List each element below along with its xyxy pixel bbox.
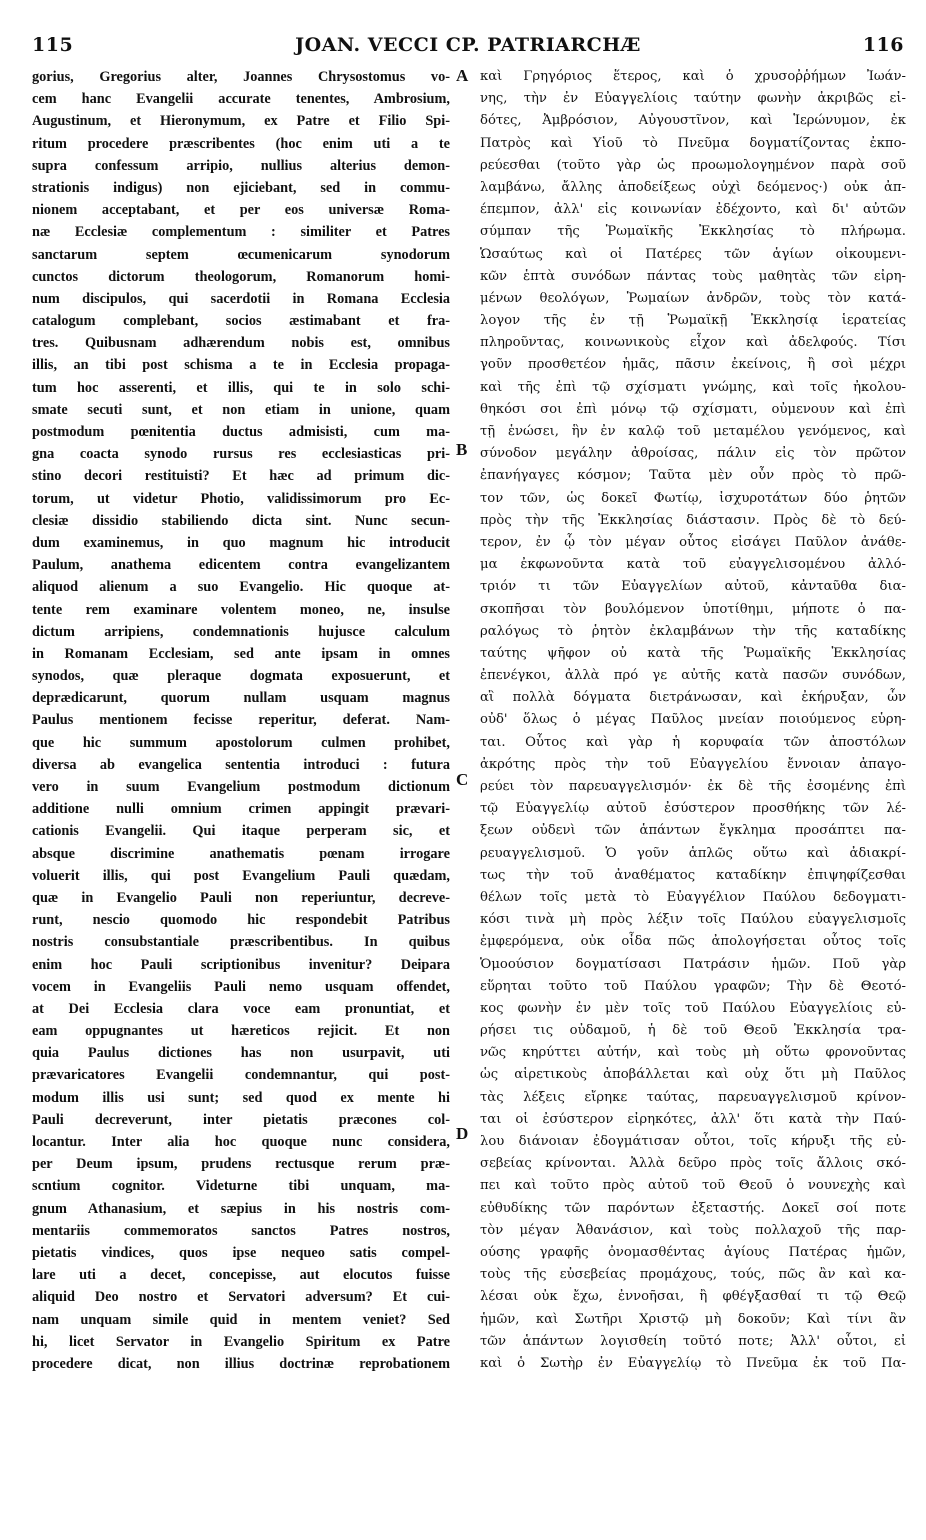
greek-text-line: γοῦν προσθετέον ἡμᾶς, πᾶσιν ἐκείνοις, ἢ σοὶ μέχρι — [480, 357, 906, 373]
latin-text-line: mentariis commemoratos sanctos Patres nostros, — [32, 1222, 450, 1239]
page-number-right: 116 — [862, 34, 904, 56]
latin-text-line: voluerit illis, qui post Evangelium Pauli quædam, — [32, 867, 450, 884]
latin-text-line: ritum procedere præscribentes (hoc enim uti a te — [32, 135, 450, 152]
latin-text-line: gna coacta synodo rursus res ecclesiasticas pri- — [32, 446, 450, 463]
greek-text-line: τῇ ἑνώσει, ἣν ἐν καλῷ τοῦ μεταμέλου γενόμενος, καὶ — [480, 424, 906, 439]
greek-text-line: ἡμῶν, καὶ Σωτῆρι Χριστῷ μὴ δοκοῦν; Καὶ τίνι ἂν — [480, 1311, 906, 1327]
greek-text-line: Πατρὸς καὶ Υἱοῦ τὸ Πνεῦμα δογματίζοντας ἐκπο- — [480, 135, 906, 151]
latin-text-line: tres. Quibusnam adhærendum nobis est, omnibus — [32, 335, 450, 352]
latin-text-line: eam oppugnantes ut hæreticos rejicit. Et non — [32, 1023, 450, 1040]
running-header — [32, 34, 904, 64]
greek-text-line: θηκόσι σοι ἐπὶ μόνῳ τῷ σχίσματι, οὐμενουν καὶ ἐπὶ — [480, 401, 906, 417]
greek-text-line: πρὸς τὴν τῆς Ἐκκλησίας διάστασιν. Πρὸς δὲ τὸ δεύ- — [480, 512, 906, 528]
greek-text-line: καὶ Γρηγόριος ἕτερος, καὶ ὁ χρυσοῤῥήμων Ἰωάν- — [480, 69, 906, 84]
latin-column — [32, 66, 450, 1375]
greek-text-line: μα ἐκφωνοῦντα κατὰ τοῦ εὐαγγελισομένου ἀλλό- — [480, 557, 906, 573]
latin-text-line: per Deum ipsum, prudens rectusque rerum præ- — [32, 1156, 450, 1173]
latin-text-line: in Romanam Ecclesiam, sed ante ipsam in omnes — [32, 645, 450, 662]
greek-text-line: ραλόγως τὸ ῥητὸν ἐκλαμβάνων τὴν τῆς καταδίκης — [480, 623, 906, 639]
latin-text-line: at Dei Ecclesia clara voce eam pronuntiat, et — [32, 1000, 450, 1017]
latin-text-line: absque discrimine anathematis pœnam irrogare — [32, 845, 450, 862]
greek-text-line: ρεύεσθαι (τοῦτο γὰρ ὡς προωμολογημένον παρὰ σοῦ — [480, 157, 906, 173]
latin-text-line: tum hoc asserenti, et illis, qui te in solo schi- — [32, 379, 450, 396]
greek-text-line: τοὺς τῆς εὐσεβείας προμάχους, τούς, πῶς ἂν καὶ κα- — [480, 1267, 906, 1283]
greek-text-line: ἀκρότης πρὸς τὴν τοῦ Εὐαγγελίου ἔννοιαν ἀπαγο- — [480, 756, 906, 772]
latin-text-line: catalogum complebant, socios æstimabant et fra- — [32, 313, 450, 330]
latin-text-line: vero in suum Evangelium postmodum dictionum — [32, 779, 450, 795]
greek-text-line: νης, τὴν ἐν Εὐαγγελίοις ταύτην φωνὴν ἀκριβῶς εἰ- — [480, 91, 906, 107]
greek-text-line: πληροῦντας, κοινωνικοὺς εἶχον καὶ ἀδελφούς. Τίσι — [480, 335, 906, 351]
latin-text-line: procedere dicat, non illius doctrinæ reprobationem — [32, 1355, 450, 1372]
latin-text-line: postmodum pœnitentia ductus admisisti, cum ma- — [32, 424, 450, 440]
latin-text-line: aliquid Deo nostro et Servatori adversum? Et cui- — [32, 1289, 450, 1306]
greek-text-line: ρεύει τὸν παρευαγγελισμόν· ἐκ δὲ τῆς ἐσομένης ἐπὶ — [480, 779, 906, 794]
margin-marker-b: B — [456, 440, 468, 459]
latin-text-line: cunctos dictorum theologorum, Romanorum homi- — [32, 268, 450, 285]
latin-text-line: gorius, Gregorius alter, Joannes Chrysostomus vo- — [32, 69, 450, 85]
greek-text-line: έπεμπον, ἀλλ' εἰς κοινωνίαν ἐδέχοντο, καὶ δι' αὐτῶν — [480, 202, 906, 218]
greek-text-line: τὰς λέξεις εἴρηκε ταύτας, παρευαγγελισμοῦ κρίνον- — [480, 1089, 906, 1105]
latin-text-line: dum examinemus, in quo magnum hic introducit — [32, 534, 450, 551]
greek-text-line: λου διάνοιαν ἐδογμάτισαν οὗτοι, τοῖς κήρυξι τῆς εὐ- — [480, 1134, 906, 1149]
greek-text-line: καὶ ὁ Σωτὴρ ἐν Εὐαγγελίῳ τὸ Πνεῦμα ἐκ τοῦ Πα- — [480, 1355, 906, 1371]
latin-text-line: cem hanc Evangelii accurate tenentes, Ambrosium, — [32, 91, 450, 108]
latin-text-line: vocem in Evangeliis Pauli nemo usquam offendet, — [32, 978, 450, 995]
latin-text-line: supra confessum arripio, nullius alterius demon- — [32, 157, 450, 174]
latin-text-line: nostris consubstantiale præscribentibus. In quibus — [32, 934, 450, 951]
latin-text-line: tente rem examinare volentem moneo, ne, insulse — [32, 601, 450, 618]
latin-text-line: enim hoc Pauli scriptionibus invenitur? Deipara — [32, 956, 450, 973]
greek-text-line: λογον τῆς ἐν τῇ Ῥωμαϊκῇ Ἐκκλησίᾳ ἱερατείας — [480, 313, 906, 329]
latin-text-line: synodos, quæ pleraque dogmata exposuerunt, et — [32, 668, 450, 685]
greek-text-line: ται. Οὗτος καὶ γὰρ ἡ κορυφαία τῶν ἀποστόλων — [480, 734, 906, 750]
latin-text-line: Pauli decreverunt, inter pietatis præcones col- — [32, 1111, 450, 1128]
latin-text-line: torum, ut videtur Photio, validissimorum pro Ec- — [32, 490, 450, 507]
latin-text-line: num discipulos, qui sacerdotii in Romana Ecclesia — [32, 290, 450, 307]
greek-text-line: ἐπανήγαγες κόσμον; Ταῦτα μὲν οὖν πρὸς τὸ πρῶ- — [480, 468, 906, 484]
greek-text-line: ρευαγγελισμοῦ. Ὁ γοῦν ἁπλῶς οὕτω καὶ ἀδιακρί- — [480, 845, 906, 861]
latin-text-line: næ Ecclesiæ complementum : similiter et Patres — [32, 224, 450, 241]
greek-text-line: κῶν ἑπτὰ συνόδων πάντας τοὺς μαθητὰς τῶν εἰρη- — [480, 268, 906, 284]
latin-text-line: quia Paulus dictiones has non usurpavit, uti — [32, 1045, 450, 1062]
latin-text-line: Augustinum, et Hieronymum, ex Patre et Filio Spi- — [32, 113, 450, 130]
latin-text-line: cationis Evangelii. Qui itaque perperam sic, et — [32, 823, 450, 840]
greek-text-line: σύμπαν τῆς Ῥωμαϊκῆς Ἐκκλησίας τὸ πλήρωμα. — [480, 224, 906, 240]
latin-text-line: Paulum, anathema edicentem contra evangelizantem — [32, 557, 450, 574]
greek-text-line: αἳ πολλὰ δόγματα διετράνωσαν, καὶ ἐκήρυξαν, ὧν — [480, 690, 906, 706]
greek-text-line: σκοπῆσαι τὸν βουλόμενον ὑποτίθημι, μήποτε ὁ πα- — [480, 601, 906, 617]
greek-text-line: τῷ Εὐαγγελίῳ αὐτοῦ ἐσύστερον προσθήκης τῶν λέ- — [480, 801, 906, 817]
greek-text-line: ἐμφερόμενα, οὐκ οἶδα πῶς ἀπολογήσεται οὗτος τοῖς — [480, 934, 906, 950]
greek-text-line: λαμβάνω, ἄλλης ἀποδείξεως οὐχὶ δεόμενος·) οὐκ ἀπ- — [480, 179, 906, 195]
page-number-left: 115 — [32, 34, 74, 56]
greek-text-line: εὕρηται τοῦτο τοῦ Παύλου γραφῶν; Τὴν δὲ Θεοτό- — [480, 978, 906, 994]
greek-text-line: δότες, Ἀμβρόσιον, Αὐγουστῖνον, καὶ Ἱερώνυμον, ἐκ — [480, 113, 906, 129]
latin-text-line: que hic summum apostolorum culmen prohibet, — [32, 734, 450, 751]
greek-text-line: οὐδ' ὅλως ὁ μέγας Παῦλος μνείαν ποιούμενος εὑρη- — [480, 712, 906, 728]
greek-text-line: σεβείας κρίνονται. Ἀλλὰ δεῦρο πρὸς τοῖς ἄλλοις σκό- — [480, 1156, 906, 1172]
margin-marker-c: C — [456, 770, 469, 789]
greek-text-line: ὡς αἱρετικοὺς ἀποβάλλεται καὶ οὐχ ὅτι μὴ Παῦλος — [480, 1067, 906, 1083]
latin-text-line: illis, an tibi post schisma a te in Ecclesia propaga- — [32, 357, 450, 374]
greek-text-line: ται οἱ ἐσύστερον εἰρηκότες, ἀλλ' ὅτι κατὰ τὴν Παύ- — [480, 1111, 906, 1127]
greek-text-line: πει καὶ τοῦτο πρὸς αὐτοῦ τοῦ Θεοῦ ὁ νουνεχὴς καὶ — [480, 1178, 906, 1194]
running-title: JOAN. VECCI CP. PATRIARCHÆ — [295, 34, 641, 56]
greek-text-line: καὶ τῆς ἐπὶ τῷ σχίσματι γνώμης, καὶ τοῖς ἠκολου- — [480, 379, 906, 395]
latin-text-line: lare uti a decet, concepisse, aut elocutos fuisse — [32, 1267, 450, 1284]
greek-text-line: ἐπενέγκοι, ἀλλὰ πρό γε αὐτῆς κατὰ πασῶν συνόδων, — [480, 668, 906, 684]
greek-text-line: τριόν τι τῶν Εὐαγγελίων αὐτοῦ, κἀνταῦθα δια- — [480, 579, 906, 595]
latin-text-line: Paulus mentionem fecisse reperitur, deferat. Nam- — [32, 712, 450, 729]
latin-text-line: scntium cognitor. Videturne tibi unquam, ma- — [32, 1178, 450, 1195]
greek-text-line: ταύτης ψῆφον οὐ κατὰ τῆς Ῥωμαϊκῆς Ἐκκλησίας — [480, 645, 906, 661]
latin-text-line: clesiæ dissidio stabiliendo dicta sint. Nunc secun- — [32, 512, 450, 529]
margin-marker-a: A — [456, 66, 469, 85]
greek-text-line: Ὁμοούσιον δογματίσασι Πατράσιν ἡμῶν. Ποῦ γὰρ — [480, 956, 906, 972]
greek-text-line: θέλων τοῖς μετὰ τὸ Εὐαγγέλιον Παύλου δεδογματι- — [480, 889, 906, 905]
latin-text-line: quæ in Evangelio Pauli non reperiuntur, decreve- — [32, 889, 450, 906]
greek-text-line: σύνοδον μεγάλην ἀθροίσας, πάλιν εἰς τὸν πρῶτον — [480, 446, 906, 462]
latin-text-line: stino decori restituisti? Et hæc ad primum dic- — [32, 468, 450, 485]
greek-text-line: τὸν μέγαν Ἀθανάσιον, καὶ τοὺς πολλαχοῦ τῆς παρ- — [480, 1222, 906, 1238]
latin-text-line: sanctarum septem œcumenicarum synodorum — [32, 246, 450, 263]
greek-text-line: λέσαι οὐκ ἔχω, ἐννοῆσαι, ἢ φθέγξασθαί τι τῷ Θεῷ — [480, 1289, 906, 1305]
latin-text-line: strationis indigus) non ejiciebant, sed in commu- — [32, 179, 450, 196]
latin-text-line: locantur. Inter alia hoc quoque nunc considera, — [32, 1134, 450, 1150]
latin-text-line: nam unquam simile quid in mentem veniet? Sed — [32, 1311, 450, 1328]
greek-text-line: τῶν ἁπάντων λογισθείη τοῦτό ποτε; Ἀλλ' οὗτοι, εἰ — [480, 1333, 906, 1349]
latin-text-line: nionem acceptabant, et per eos universæ Roma- — [32, 202, 450, 219]
greek-text-line: ξεων οὐδενὶ τῶν ἁπάντων ἔγκλημα προσάπτει πα- — [480, 823, 906, 839]
greek-text-line: ούσης γραφῆς ὀνομασθέντας ἁγίους Πατέρας ἡμῶν, — [480, 1244, 906, 1260]
latin-text-line: additione nulli omnium crimen appingit prævari- — [32, 801, 450, 818]
latin-text-line: dictum arripiens, condemnationis hujusce calculum — [32, 623, 450, 640]
latin-text-line: pietatis vindices, quos ipse nequeo satis compel- — [32, 1244, 450, 1261]
greek-text-line: κος φωνὴν ἐν μὲν τοῖς τοῦ Παύλου Εὐαγγελίοις εὑ- — [480, 1000, 906, 1016]
greek-text-line: τον τῶν, ὡς δοκεῖ Φωτίῳ, ἰσχυροτάτων δύο ῥητῶν — [480, 490, 906, 506]
greek-text-line: τως τὴν τοῦ ἀναθέματος καταδίκην ἐπιψηφίζεσθαι — [480, 867, 906, 883]
latin-text-line: prævaricatores Evangelii condemnantur, qui post- — [32, 1067, 450, 1084]
greek-text-line: κόσι τινὰ μὴ πρὸς λέξιν τοῖς Παύλου εὐαγγελισμοῖς — [480, 912, 906, 928]
latin-text-line: runt, nescio quomodo hic respondebit Patribus — [32, 912, 450, 929]
greek-text-line: εὐθυδίκης τῶν παρόντων ἐξεταστής. Δοκεῖ σοί ποτε — [480, 1200, 906, 1216]
greek-text-line: ρήσει τις οὐδαμοῦ, ἡ δὲ τοῦ Θεοῦ Ἐκκλησία τρα- — [480, 1023, 906, 1039]
latin-text-line: modum illis usi sunt; sed quod ex mente hi — [32, 1089, 450, 1106]
greek-text-line: νῶς κηρύττει αὐτήν, καὶ τοὺς μὴ οὕτω φρονοῦντας — [480, 1045, 906, 1061]
latin-text-line: diversa ab evangelica sententia introduci : futura — [32, 756, 450, 773]
latin-text-line: gnum Athanasium, et sæpius in his nostris com- — [32, 1200, 450, 1217]
greek-text-line: μένων θεολόγων, Ῥωμαίων ἀνδρῶν, τοὺς τὸν κατά- — [480, 290, 906, 306]
greek-text-line: τερον, ἐν ᾧ τὸν μέγαν οὗτος εἰσάγει Παῦλον ἀνάθε- — [480, 534, 906, 550]
latin-text-line: smate secuti sunt, et non etiam in unione, quam — [32, 401, 450, 418]
greek-text-line: Ὡσαύτως καὶ οἱ Πατέρες τῶν ἁγίων οἰκουμενι- — [480, 246, 906, 262]
greek-column — [480, 66, 906, 1375]
latin-text-line: aliquod alienum a suo Evangelio. Hic quoque at- — [32, 579, 450, 596]
latin-text-line: deprædicarunt, quorum nullam usquam magnus — [32, 690, 450, 707]
latin-text-line: hi, licet Servator in Evangelio Spiritum ex Patre — [32, 1333, 450, 1350]
margin-marker-d: D — [456, 1124, 469, 1143]
